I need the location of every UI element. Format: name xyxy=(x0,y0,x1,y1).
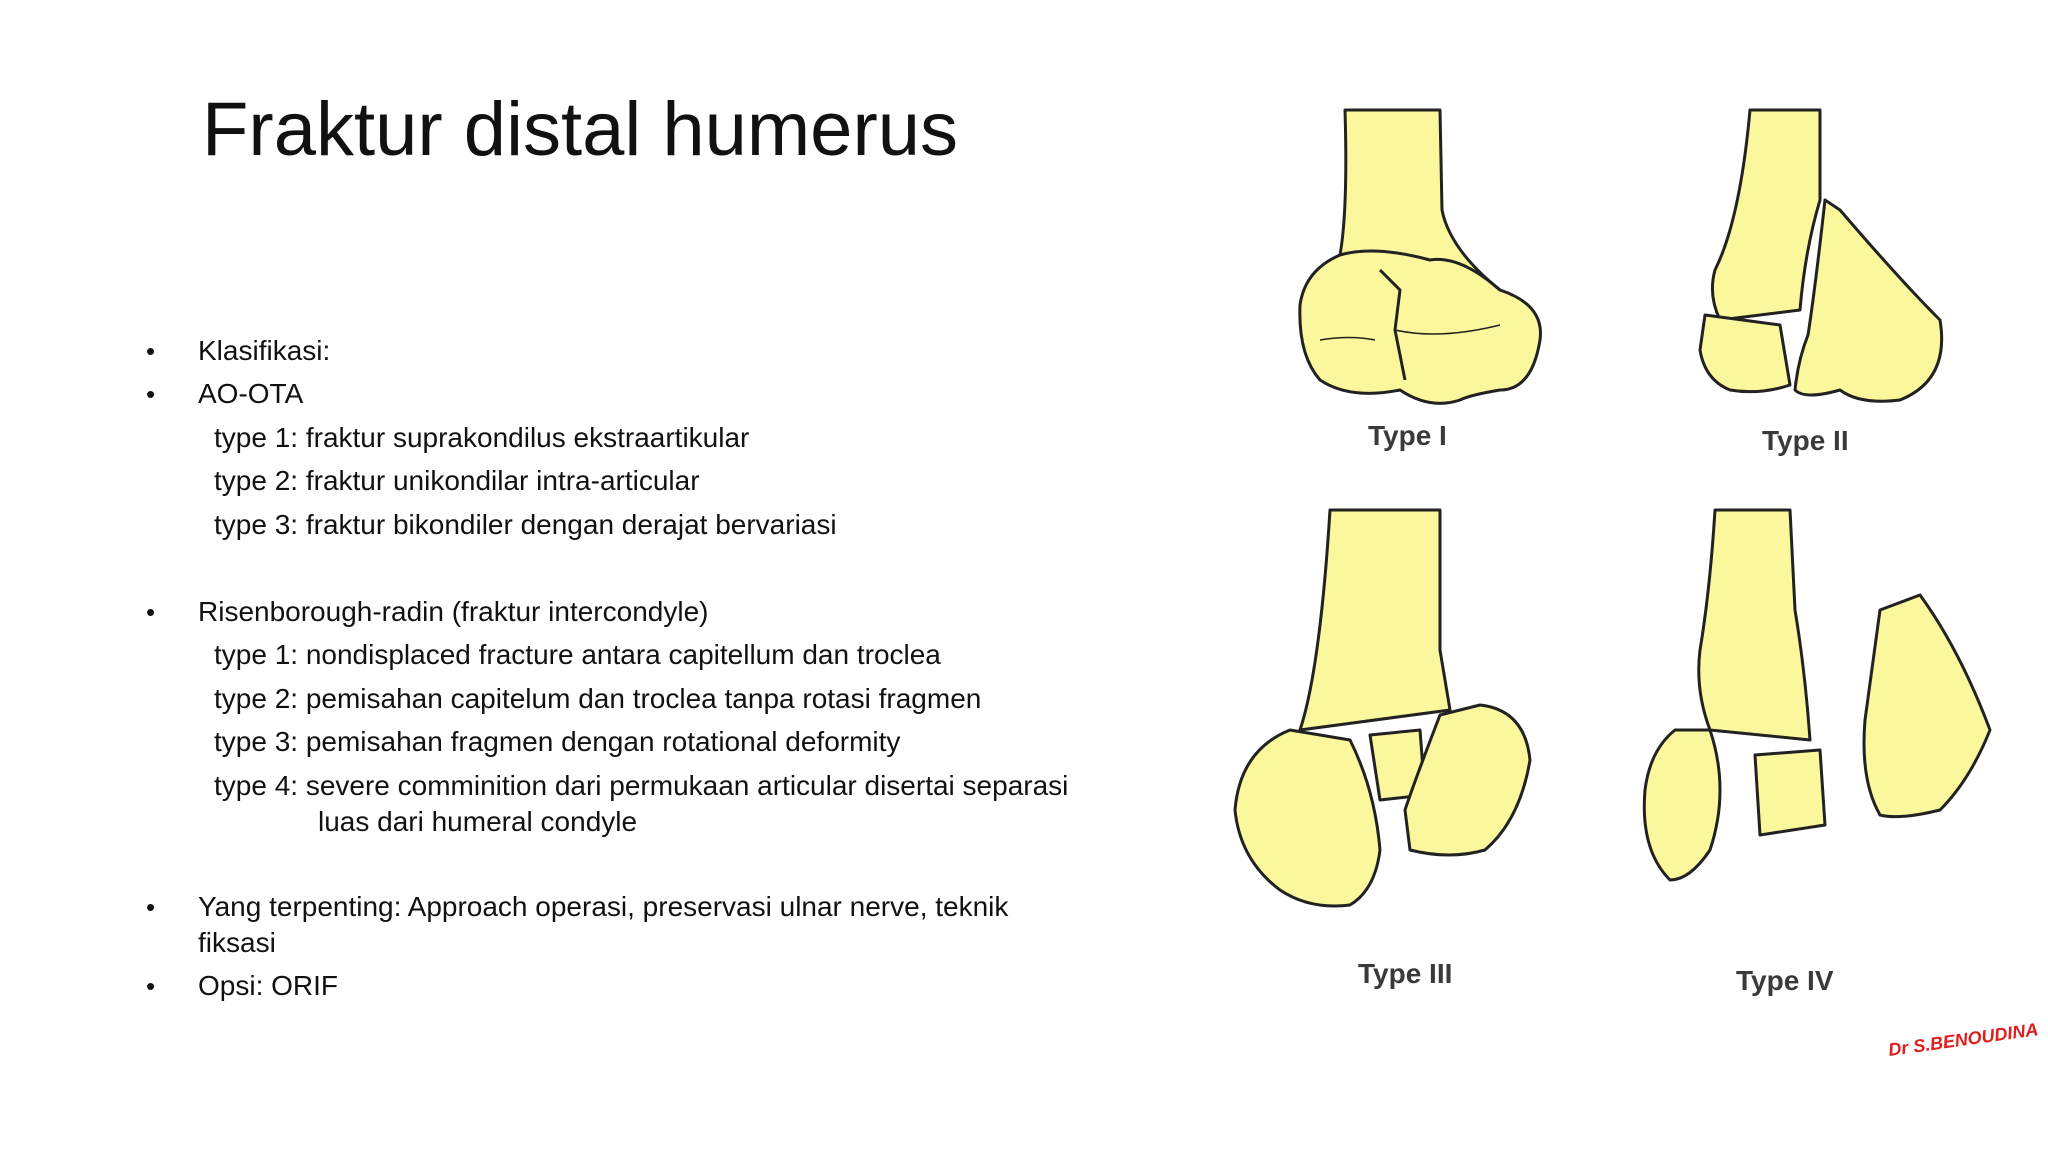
bullet-marker: • xyxy=(146,971,156,1001)
type-1-bone xyxy=(1300,110,1541,403)
fracture-classification-figure xyxy=(1200,90,2048,1090)
rr-type-4-continuation: luas dari humeral condyle xyxy=(318,806,638,837)
ao-ota-type-3: type 3: fraktur bikondiler dengan derajat bervariasi xyxy=(214,509,837,540)
bullet-riseborough-radin: Risenborough-radin (fraktur intercondyle) xyxy=(198,596,709,627)
type-4-label: Type IV xyxy=(1736,965,1834,996)
bullet-marker: • xyxy=(146,892,156,922)
bullet-key-points: Yang terpenting: Approach operasi, preservasi ulnar nerve, teknik xyxy=(198,891,1009,922)
bullet-option: Opsi: ORIF xyxy=(198,970,339,1001)
bullet-marker: • xyxy=(146,597,156,627)
type-2-bone xyxy=(1700,110,1942,401)
rr-type-3: type 3: pemisahan fragmen dengan rotational deformity xyxy=(214,726,901,757)
bullet-classification: Klasifikasi: xyxy=(198,335,331,366)
type-3-bone xyxy=(1235,510,1530,906)
ao-ota-type-1: type 1: fraktur suprakondilus ekstraartikular xyxy=(214,422,750,453)
type-1-label: Type I xyxy=(1368,420,1447,451)
rr-type-4: type 4: severe comminition dari permukaan articular disertai separasi xyxy=(214,770,1069,801)
ao-ota-type-2: type 2: fraktur unikondilar intra-articular xyxy=(214,465,700,496)
humerus-diagram xyxy=(1200,90,2048,1090)
bullet-marker: • xyxy=(146,336,156,366)
type-3-label: Type III xyxy=(1358,958,1453,989)
type-4-bone xyxy=(1644,510,1990,880)
rr-type-2: type 2: pemisahan capitelum dan troclea tanpa rotasi fragmen xyxy=(214,683,982,714)
slide-title: Fraktur distal humerus xyxy=(202,87,959,172)
author-watermark: Dr S.BENOUDINA xyxy=(1887,1019,2040,1061)
bullet-marker: • xyxy=(146,379,156,409)
bullet-key-points-continuation: fiksasi xyxy=(198,927,276,958)
type-2-label: Type II xyxy=(1762,425,1849,456)
rr-type-1: type 1: nondisplaced fracture antara capitellum dan troclea xyxy=(214,639,941,670)
bullet-ao-ota: AO-OTA xyxy=(198,378,304,409)
